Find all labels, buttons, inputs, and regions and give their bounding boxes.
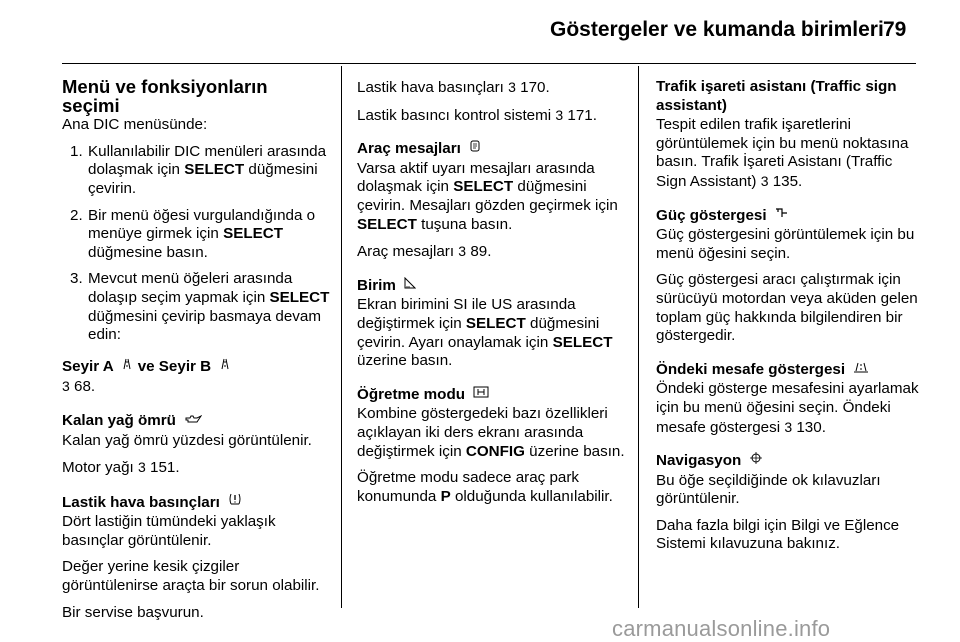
reference-arrow: 3	[508, 79, 516, 95]
list-item: 3. Mevcut menü öğeleri arasında dolaşıp seçim yapmak için SELECT düğmesini çevirip basmaya devam edin:	[70, 270, 330, 344]
teach-text: Öğretme modu sadece araç park konumunda P olduğunda kullanılabilir.	[357, 469, 613, 505]
reference-arrow: 3	[458, 243, 467, 260]
unit-heading: Birim	[357, 276, 629, 296]
steps-list	[62, 143, 330, 345]
navigation-text: Daha fazla bilgi için Bilgi ve Eğlence Sistemi kılavuzuna bakınız.	[656, 516, 900, 553]
navigation-text: Bu öğe seçildiğinde ok kılavuzları görüntülenir.	[656, 471, 881, 508]
oil-can-icon	[184, 411, 202, 430]
tire-text: Değer yerine kesik çizgiler görüntülenirse araçta bir sorun olabilir.	[62, 558, 320, 595]
teach-heading: Öğretme modu	[357, 385, 629, 405]
unit-text: Ekran birimini SI ile US arasında değiştirmek için SELECT düğmesini çevirin. Ayarı onaylamak için SELECT üzerine basın.	[357, 296, 613, 370]
power-gauge-icon	[775, 206, 789, 225]
cross-reference: Lastik basıncı kontrol sistemi 3 171.	[357, 106, 597, 124]
list-item: 1. Kullanılabilir DIC menüleri arasında dolaşmak için SELECT düğmesini çevirin.	[70, 142, 327, 197]
messages-heading: Araç mesajları	[357, 139, 629, 159]
oil-text: Kalan yağ ömrü yüzdesi görüntülenir.	[62, 431, 312, 449]
reference-arrow: 3	[62, 378, 70, 395]
column-separator	[341, 66, 342, 608]
oil-heading: Kalan yağ ömrü	[62, 411, 330, 431]
column-separator	[638, 66, 639, 608]
tire-pressure-icon	[228, 492, 242, 512]
tire-text: Dört lastiğin tümündeki yaklaşık basınçlar görüntülenir.	[62, 513, 276, 549]
sign-assistant-heading: Trafik işareti asistanı (Traffic sign assistant)	[656, 78, 897, 114]
reference-arrow: 3	[760, 172, 769, 189]
column-3	[656, 78, 926, 562]
tire-heading: Lastik hava basınçları	[62, 492, 330, 513]
header-rule	[62, 63, 916, 64]
page-header-title: Göstergeler ve kumanda birimleri	[550, 18, 884, 41]
power-text: Güç göstergesini görüntülemek için bu menü öğesini seçin.	[656, 226, 915, 262]
watermark: carmanualsonline.info	[612, 616, 831, 641]
reference-arrow: 3	[555, 106, 564, 123]
teach-text: Kombine göstergedeki bazı özellikleri açıklayan iki ders ekranı arasında değiştirmek için CONFIG üzerine basın.	[357, 405, 625, 460]
reference-arrow: 3	[137, 459, 146, 476]
cross-reference: Lastik hava basınçları 3 170.	[357, 79, 550, 96]
distance-text: Öndeki gösterge mesafesini ayarlamak için bu menü öğesini seçin. Öndeki mesafe göstergesi 3 130.	[656, 380, 919, 436]
cross-reference: Motor yağı 3 151.	[62, 459, 180, 477]
reference-arrow: 3	[784, 418, 793, 435]
navigation-icon	[750, 451, 762, 470]
power-text: Güç göstergesi aracı çalıştırmak için sürücüyü motordan veya aküden gelen toplam güç hakkında bilgilendiren bir göstergedir.	[656, 271, 918, 345]
trip-icon	[121, 357, 133, 376]
navigation-heading: Navigasyon	[656, 451, 926, 471]
page-header	[0, 0, 960, 60]
vehicle-message-icon	[469, 139, 481, 158]
trip-icon	[219, 357, 231, 376]
section-title: Menü ve fonksiyonların seçimi	[62, 76, 268, 116]
column-1	[62, 78, 330, 630]
page-number: 79	[883, 18, 907, 41]
following-distance-icon	[853, 360, 869, 379]
intro-text: Ana DIC menüsünde:	[62, 116, 208, 134]
distance-heading: Öndeki mesafe göstergesi	[656, 360, 926, 380]
list-item: 2. Bir menü öğesi vurgulandığında o menüye girmek için SELECT düğmesine basın.	[70, 206, 316, 261]
unit-icon	[404, 276, 416, 295]
column-2	[357, 78, 629, 514]
power-heading: Güç göstergesi	[656, 206, 926, 226]
cross-reference: 3 68.	[62, 378, 96, 396]
teach-mode-icon	[473, 385, 489, 404]
sign-assistant-text: Tespit edilen trafik işaretlerini görüntülemek için bu menü noktasına basın. Trafik İşareti Asistanı (Traffic Sign Assistant) 3 135.	[656, 116, 909, 190]
trip-heading: Seyir A ve Seyir B	[62, 357, 330, 377]
messages-text: Varsa aktif uyarı mesajları arasında dolaşmak için SELECT düğmesini çevirin. Mesajları gözden geçirmek için SELECT tuşuna basın.	[357, 159, 618, 233]
tire-text: Bir servise başvurun.	[62, 603, 204, 621]
cross-reference: Araç mesajları 3 89.	[357, 243, 492, 261]
